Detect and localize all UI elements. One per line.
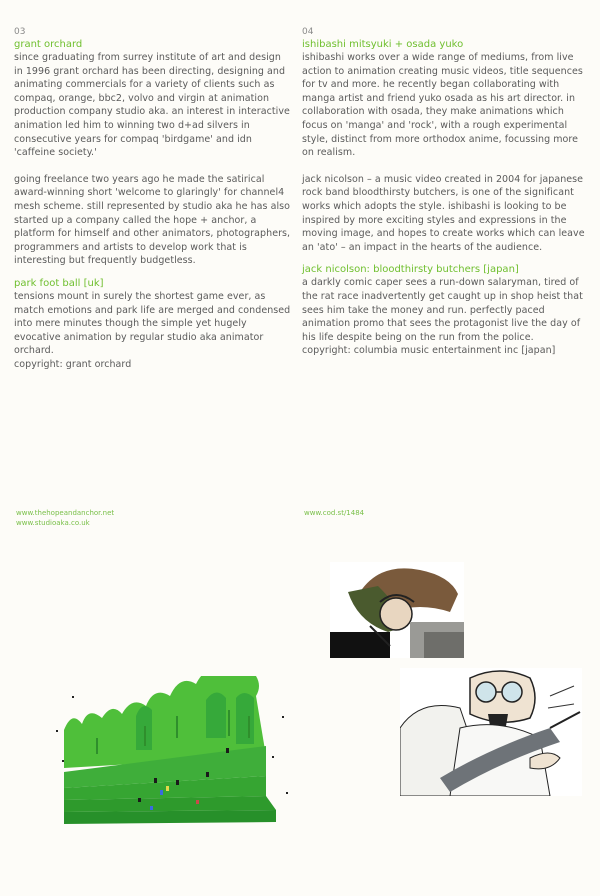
bio-paragraph-2: going freelance two years ago he made the satirical award-winning short 'welcome to glaringly' for channel4 mesh scheme. still represented by studio aka he has also started up a company called the hope + anchor, a platform for himself and other animators, photographers, programmers and artists to develop work that is interesting but frequently budgetless. (14, 173, 291, 267)
right-column (302, 27, 586, 358)
bio-paragraph-1: since graduating from surrey institute of art and design in 1996 grant orchard has been directing, designing and animating commercials for a variety of clients such as compaq, orange, bbc2, volvo and virgin at animation production company studio aka. an interest in interactive animation led him to winning two d+ad silvers in consecutive years for compaq 'birdgame' and idn 'caffeine society.' (14, 52, 290, 159)
url-link[interactable]: www.studioaka.co.uk (16, 519, 90, 527)
url-link[interactable]: www.thehopeandanchor.net (16, 509, 115, 517)
section-number: 03 (14, 27, 26, 37)
manga-panel-top (330, 562, 464, 658)
left-urls (16, 508, 114, 528)
artist-name: grant orchard (14, 39, 83, 50)
bio-paragraph-1: ishibashi works over a wide range of mediums, from live action to animation creating music videos, title sequences for tv and more. he recently began collaborating with manga artist and friend yuko osada as his art director. in collaboration with osada, they make animations which focus on 'manga' and 'rock', with a rough experimental style, distinct from more orthodox anime, focussing more on realism. (302, 52, 583, 159)
work-title: park foot ball [uk] (14, 277, 104, 289)
work-title: jack nicolson: bloodthirsty butchers [japan] (302, 264, 519, 276)
right-urls (304, 508, 364, 518)
left-column (14, 27, 292, 371)
work-description: a darkly comic caper sees a run-down salaryman, tired of the rat race inadvertently get caught up in shop heist that sees him take the money and run. perfectly paced animation promo that sees the protagonist live the day of his life despite being on the run from the police. (302, 277, 583, 343)
copyright-line: copyright: columbia music entertainment inc [japan] (302, 345, 556, 357)
manga-panel-bottom (400, 668, 582, 796)
url-link[interactable]: www.cod.st/1484 (304, 509, 365, 517)
bio-paragraph-2: jack nicolson – a music video created in 2004 for japanese rock band bloodthirsty butchers, is one of the significant works which adopts the style. ishibashi is looking to be inspired by more exciting styles and expressions in the moving image, and hopes to create works which can leave an 'ato' – an impact in the hearts of the audience. (302, 173, 585, 253)
artist-name: ishibashi mitsyuki + osada yuko (302, 39, 464, 50)
park-football-illustration (56, 676, 296, 836)
section-number: 04 (302, 27, 314, 37)
work-description: tensions mount in surely the shortest game ever, as match emotions and park life are merged and condensed into mere minutes though the simple yet hugely evocative animation by regular studio aka animator orchard. (14, 290, 291, 357)
copyright-line: copyright: grant orchard (14, 358, 132, 370)
